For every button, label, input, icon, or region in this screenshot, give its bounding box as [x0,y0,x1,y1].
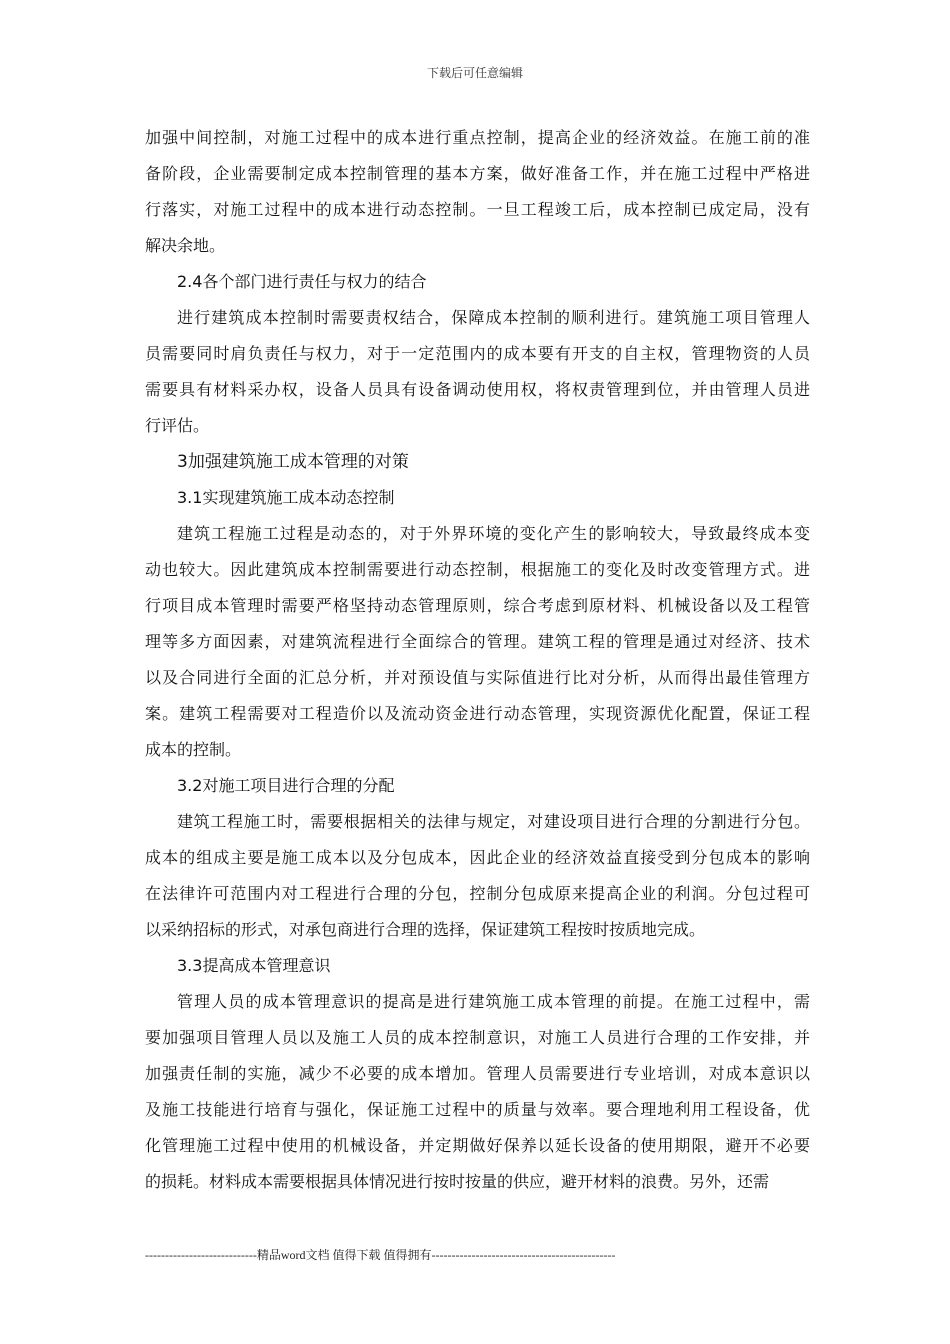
page-footer: ----------------------------精品word文档 值得下载 值得拥有---------------------------------------------- [145,1248,616,1262]
paragraph-line: 加强中间控制，对施工过程中的成本进行重点控制，提高企业的经济效益。在施工前的准 [145,128,810,147]
paragraph-line: 理等多方面因素，对建筑流程进行全面综合的管理。建筑工程的管理是通过对经济、技术 [145,632,810,651]
paragraph-line: 化管理施工过程中使用的机械设备，并定期做好保养以延长设备的使用期限，避开不必要 [145,1136,810,1155]
paragraph-line: 要加强项目管理人员以及施工人员的成本控制意识，对施工人员进行合理的工作安排，并 [145,1028,810,1047]
paragraph [145,120,810,264]
paragraph-line: 建筑工程施工过程是动态的，对于外界环境的变化产生的影响较大，导致最终成本变 [177,524,810,543]
paragraph-line: 管理人员的成本管理意识的提高是进行建筑施工成本管理的前提。在施工过程中，需 [177,992,810,1011]
paragraph-line: 以采纳招标的形式，对承包商进行合理的选择，保证建筑工程按时按质地完成。 [145,920,706,939]
section-heading: 3.3提高成本管理意识 [177,956,331,975]
paragraph-line: 的损耗。材料成本需要根据具体情况进行按时按量的供应，避开材料的浪费。另外，还需 [145,1172,770,1191]
paragraph-line: 及施工技能进行培育与强化，保证施工过程中的质量与效率。要合理地利用工程设备，优 [145,1100,810,1119]
paragraph-line: 需要具有材料采办权，设备人员具有设备调动使用权，将权责管理到位，并由管理人员进 [145,380,810,399]
paragraph-line: 成本的控制。 [145,740,242,759]
section-heading: 3.2对施工项目进行合理的分配 [177,776,395,795]
document-body [145,120,810,1200]
paragraph-line: 行评估。 [145,416,210,435]
paragraph-line: 案。建筑工程需要对工程造价以及流动资金进行动态管理，实现资源优化配置，保证工程 [145,704,810,723]
paragraph-line: 以及合同进行全面的汇总分析，并对预设值与实际值进行比对分析，从而得出最佳管理方 [145,668,810,687]
paragraph-line: 成本的组成主要是施工成本以及分包成本，因此企业的经济效益直接受到分包成本的影响 [145,848,810,867]
paragraph-line: 进行建筑成本控制时需要责权结合，保障成本控制的顺利进行。建筑施工项目管理人 [177,308,810,327]
paragraph [145,300,810,444]
paragraph-line: 在法律许可范围内对工程进行合理的分包，控制分包成原来提高企业的利润。分包过程可 [145,884,810,903]
paragraph-line: 备阶段，企业需要制定成本控制管理的基本方案，做好准备工作，并在施工过程中严格进 [145,164,810,183]
paragraph [145,984,810,1200]
paragraph-line: 员需要同时肩负责任与权力，对于一定范围内的成本要有开支的自主权，管理物资的人员 [145,344,810,363]
section-heading: 3加强建筑施工成本管理的对策 [177,452,409,472]
section-heading: 2.4各个部门进行责任与权力的结合 [177,272,427,291]
paragraph-line: 解决余地。 [145,236,226,255]
paragraph-line: 加强责任制的实施，减少不必要的成本增加。管理人员需要进行专业培训，对成本意识以 [145,1064,810,1083]
page-header: 下载后可任意编辑 [426,66,523,80]
section-heading: 3.1实现建筑施工成本动态控制 [177,488,395,507]
paragraph [145,516,810,768]
paragraph-line: 行落实，对施工过程中的成本进行动态控制。一旦工程竣工后，成本控制已成定局，没有 [145,200,810,219]
paragraph [145,804,810,948]
paragraph-line: 建筑工程施工时，需要根据相关的法律与规定，对建设项目进行合理的分割进行分包。 [177,812,810,831]
paragraph-line: 行项目成本管理时需要严格坚持动态管理原则，综合考虑到原材料、机械设备以及工程管 [145,596,810,615]
paragraph-line: 动也较大。因此建筑成本控制需要进行动态控制，根据施工的变化及时改变管理方式。进 [145,560,810,579]
